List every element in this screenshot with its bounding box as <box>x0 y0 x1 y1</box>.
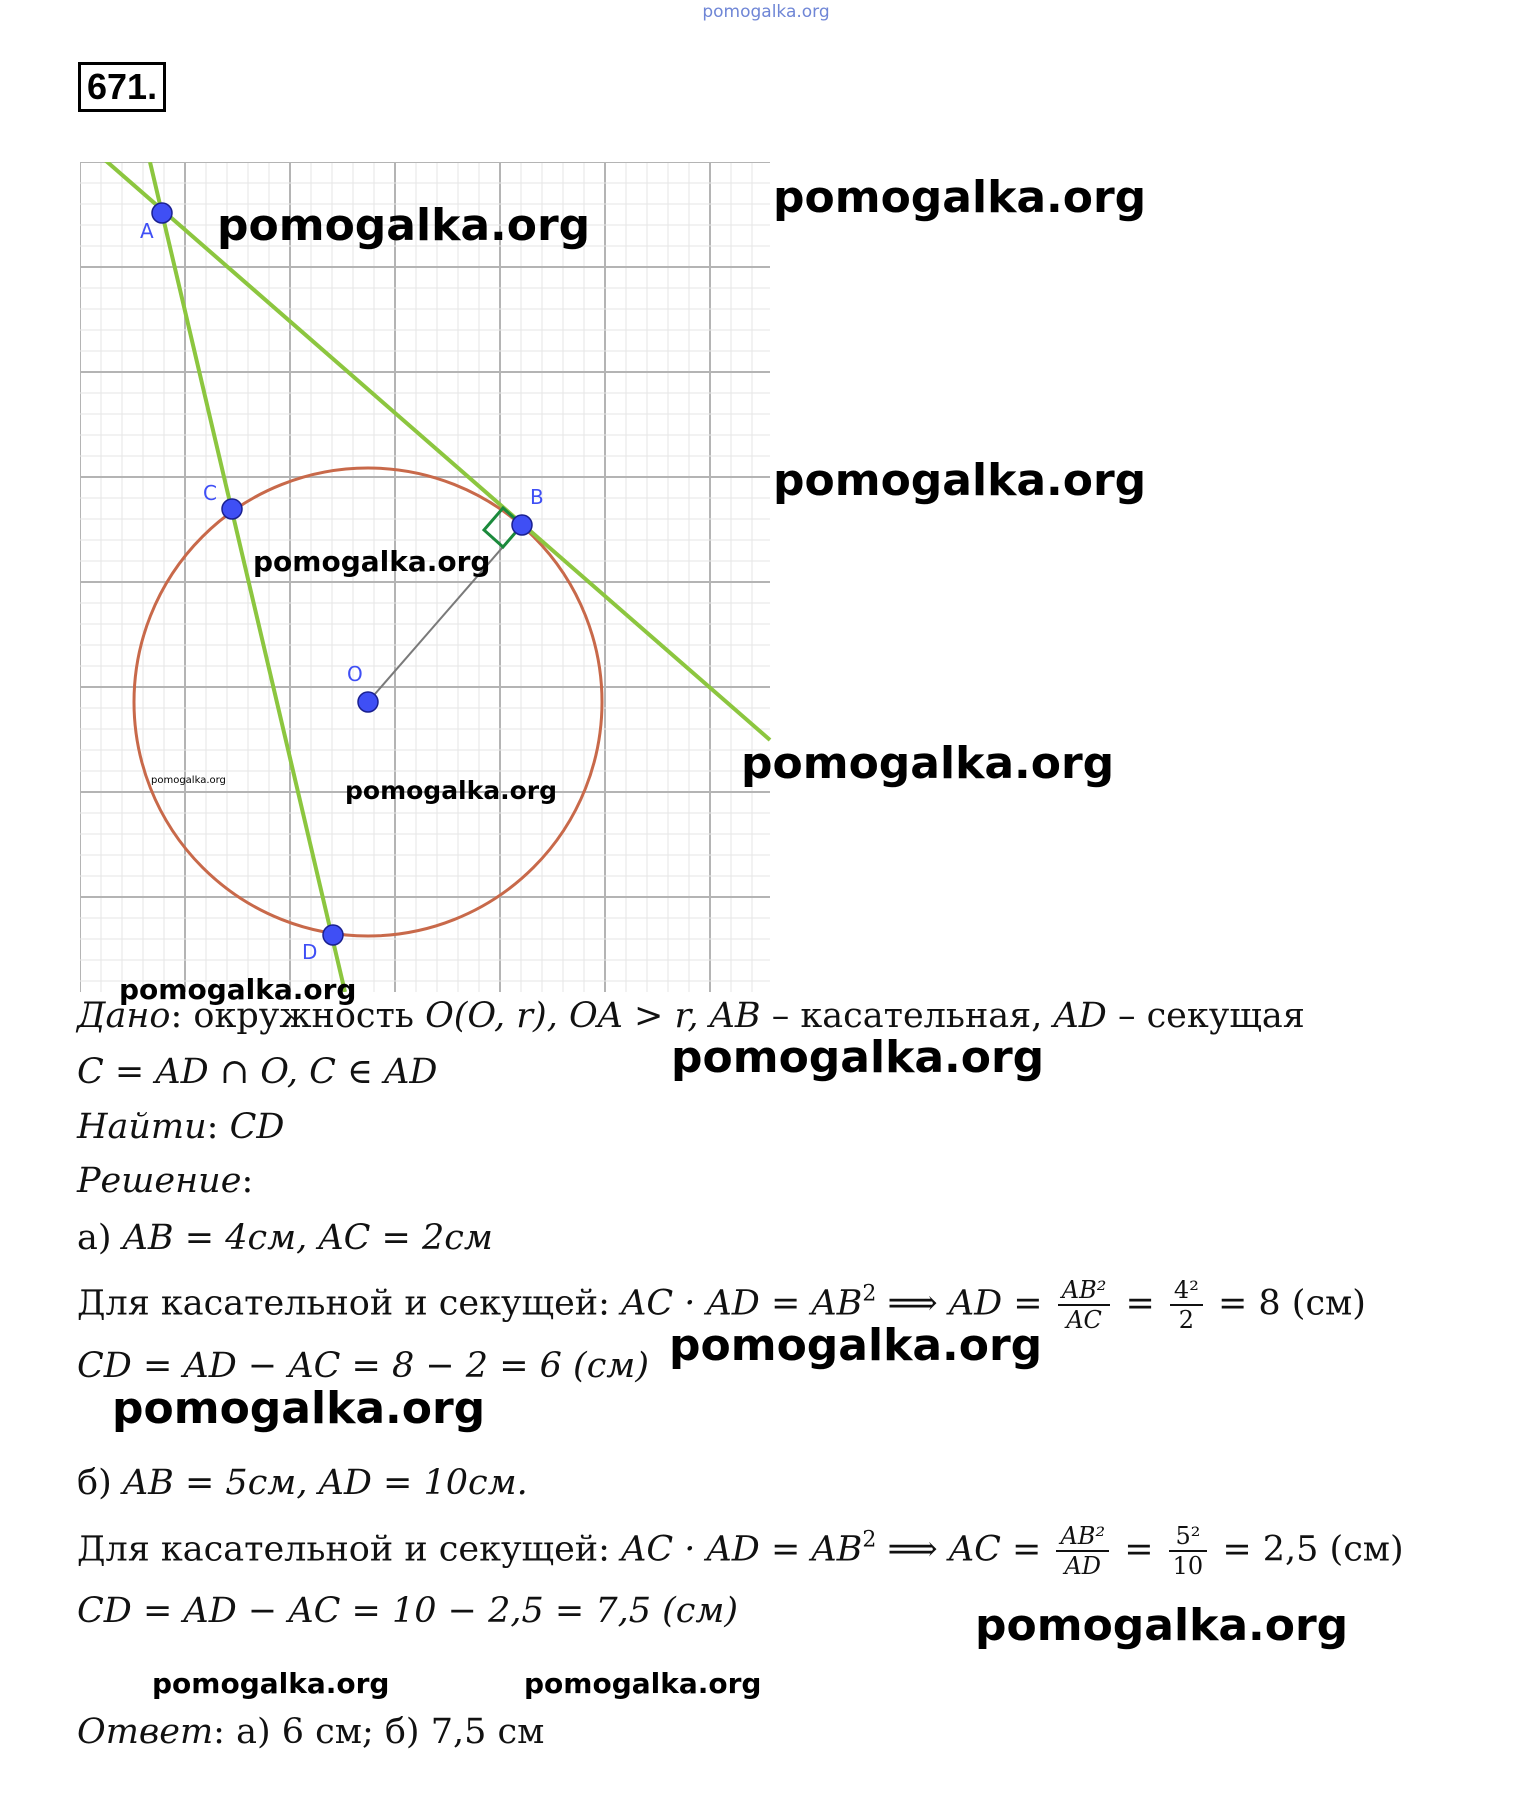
label-o: O <box>347 662 363 686</box>
watermark: pomogalka.org <box>669 1320 1043 1371</box>
watermark: pomogalka.org <box>773 455 1147 506</box>
label-a: A <box>140 219 154 243</box>
part-b-fraction-2: $\frac{\text{5²}}{10}$ <box>1169 1522 1208 1580</box>
watermark: pomogalka.org <box>773 172 1147 223</box>
part-b-arrow: ⟹ AC = <box>876 1529 1053 1570</box>
problem-number: 671. <box>78 62 166 112</box>
given-line-2: C = AD ∩ O, C ∈ AD <box>77 1052 438 1092</box>
part-b-prefix: б) <box>77 1463 123 1503</box>
part-b-rule <box>77 1522 1404 1580</box>
part-a-condition-text: AB = 4см, AC = 2см <box>122 1218 493 1258</box>
given-text: : окружность <box>170 996 426 1036</box>
part-b-eq: = <box>1113 1529 1165 1570</box>
source-label: pomogalka.org <box>702 2 830 22</box>
watermark: pomogalka.org <box>112 1383 486 1434</box>
given-label: Дано <box>77 996 171 1036</box>
answer-line <box>77 1712 544 1752</box>
part-a-condition <box>77 1218 493 1258</box>
part-a-result: = 8 (см) <box>1206 1283 1366 1324</box>
point-o <box>358 692 378 712</box>
answer-label: Ответ <box>77 1712 214 1752</box>
point-b <box>512 515 532 535</box>
find-text: : <box>206 1107 230 1147</box>
part-b-sup: 2 <box>862 1527 877 1553</box>
part-a-fraction-1: $\frac{\text{AB²}}{AC}$ <box>1058 1276 1111 1334</box>
given-line <box>77 996 1305 1036</box>
watermark: pomogalka.org <box>152 1667 390 1700</box>
given-dash-1: – касательная, <box>760 996 1054 1036</box>
given-ad: AD <box>1053 996 1107 1036</box>
part-a-arrow: ⟹ AD = <box>876 1283 1054 1324</box>
part-b-condition <box>77 1463 528 1503</box>
solution-line <box>77 1161 253 1201</box>
point-c <box>222 499 242 519</box>
part-b-condition-text: AB = 5см, AD = 10см. <box>122 1463 528 1503</box>
watermark: pomogalka.org <box>253 545 491 578</box>
part-b-formula: AC · AD = AB <box>621 1529 863 1570</box>
part-b-rule-text: Для касательной и секущей: <box>77 1529 622 1570</box>
part-a-eq: = <box>1114 1283 1166 1324</box>
part-b-cd: CD = AD − AC = 10 − 2,5 = 7,5 (см) <box>77 1591 739 1631</box>
watermark: pomogalka.org <box>671 1032 1045 1083</box>
given-dash-2: – секущая <box>1106 996 1305 1036</box>
part-b-result: = 2,5 (см) <box>1211 1529 1404 1570</box>
part-a-rule-text: Для касательной и секущей: <box>77 1283 622 1324</box>
part-a-rule <box>77 1276 1366 1334</box>
part-a-formula: AC · AD = AB <box>621 1283 863 1324</box>
given-circle: O(O, r), OA > r, AB <box>425 996 761 1036</box>
find-value: CD <box>229 1107 285 1147</box>
part-a-sup: 2 <box>862 1281 877 1307</box>
part-a-cd: CD = AD − AC = 8 − 2 = 6 (см) <box>77 1346 649 1386</box>
part-a-prefix: а) <box>77 1218 123 1258</box>
label-c: C <box>203 481 217 505</box>
solution-colon: : <box>241 1161 254 1201</box>
watermark: pomogalka.org <box>119 973 357 1006</box>
part-b-fraction-1: $\frac{\text{AB²}}{AD}$ <box>1056 1522 1109 1580</box>
watermark: pomogalka.org <box>975 1600 1349 1651</box>
answer-text: : а) 6 см; б) 7,5 см <box>213 1712 545 1752</box>
find-label: Найти <box>77 1107 207 1147</box>
label-d: D <box>302 940 318 964</box>
watermark: pomogalka.org <box>524 1667 762 1700</box>
watermark: pomogalka.org <box>151 775 226 786</box>
label-b: B <box>530 485 544 509</box>
point-a <box>152 203 172 223</box>
watermark: pomogalka.org <box>741 738 1115 789</box>
point-d <box>323 925 343 945</box>
part-a-fraction-2: $\frac{\text{4²}}{2}$ <box>1170 1276 1203 1334</box>
find-line <box>77 1107 284 1147</box>
solution-label: Решение <box>77 1161 242 1201</box>
watermark: pomogalka.org <box>217 200 591 251</box>
watermark: pomogalka.org <box>345 776 558 805</box>
